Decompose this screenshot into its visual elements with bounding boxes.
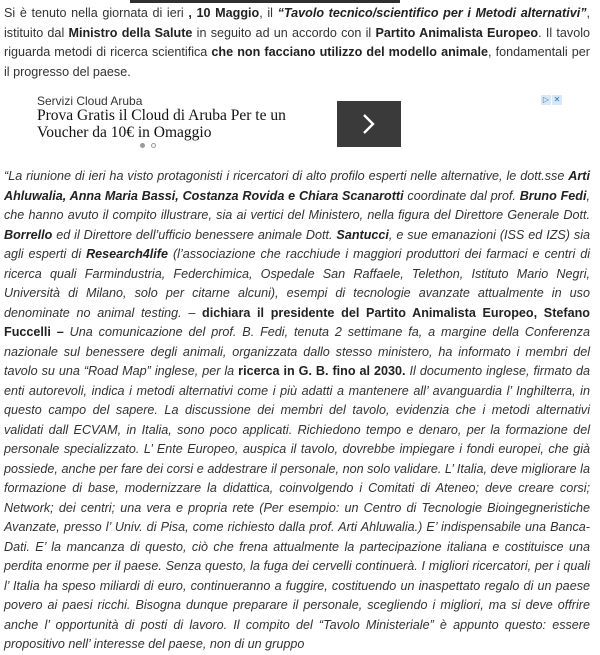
president-attribution: dichiara il presidente del Partito Animalista Europeo, Stefano Fuccelli – bbox=[4, 305, 590, 339]
ad-open-button[interactable] bbox=[337, 101, 401, 147]
intro-paragraph bbox=[4, 4, 590, 82]
intro-text: in seguito ad un accordo con il bbox=[192, 25, 376, 40]
intro-ministry: Ministro della Salute bbox=[68, 25, 193, 40]
ad-carousel-dots bbox=[140, 143, 156, 148]
quote-text: “La riunione di ieri ha visto protagonisti i ricercatori di alto profilo esperti nelle alternative, le dott.sse bbox=[4, 169, 569, 183]
quote-text: Il documento inglese, firmato da enti autorevoli, indica i metodi alternativi come i più adatti a mantenere all’ avanguardia l’ Inghilterra, in questo campo del sapere. La discussione dei membri del tavolo, evidenzia che i metodi alternativi validati dall ECVAM, in Italia, sono poco applicati. Richiedono tempo e denaro, per la formazione del personale specializzato. L’ Ente Europeo, auspica il tavolo, dovrebbe impiegare i fondi europei, che già possiede, anche per fare dei corsi e addestrare il personale, non solo validare. L’ Italia, deve migliorare la formazione di base, modernizzare la didattica, coinvolgendo i Comitati di Ateneo; deve creare corsi; Network; dei centri; una vera e propria rete (Per esempio: un Centro di Tecnologie Bioingegneristiche Avanzate, presso l’ Univ. di Pisa, come richiesto dalla prof. Arti Ahluwalia.) E’ indispensabile una Banca-Dati. E’ la mancanza di questo, ciò che frena attualmente la partecipazione italiana e costituisce una perdita enorme per il paese. Senza questo, la fuga dei cervelli continuerà. I migliori ricercatori, per i quali l’ Italia ha speso miliardi di euro, continueranno a fuggire, costituendo un inaspettato regalo di un paese povero ai paesi ricchi. Bisogna dunque preparare il personale, scegliendo i migliori, ma si deve offrire anche l’ opportunità di posti di lavoro. Il compito del “Tavolo Ministeriale” è appunto questo: essere propositivo nell’ interesse del paese, non di un gruppo bbox=[4, 364, 590, 651]
quote-text: Una comunicazione del prof. B. Fedi, tenuta 2 settimane fa, a margine della Conferenza nazionale sul benessere degli animali, organizzata dallo stesso ministero, ha informato i membri del tavolo su una “Road Map” inglese, per la bbox=[4, 325, 590, 378]
intro-party: Partito Animalista Europeo bbox=[375, 25, 539, 40]
ad-choices-icon[interactable]: ▷ bbox=[542, 95, 550, 104]
quote-text: , e sue emanazioni (ISS ed IZS) sia agli esperti di bbox=[4, 227, 591, 261]
quote-text: (l’associazione che racchiude i maggiori produttori dei farmaci e centri di ricerca quali Farmindustria, Federchimica, Ospedale San Raffaele, Telethon, Istituto Mario Negri, Università di Milano, solo per citarne alcuni), esempi di tecnologie avanzate attualmente in uso denominate no animal testing. – bbox=[4, 247, 590, 320]
chevron-right-icon bbox=[362, 113, 376, 135]
close-icon[interactable]: ✕ bbox=[553, 95, 561, 104]
association-name: Research4life bbox=[86, 247, 168, 261]
intro-emphasis: che non facciano utilizzo del modello animale bbox=[211, 45, 488, 59]
intro-text: , il bbox=[259, 6, 278, 20]
intro-text: , fondamentali per il progresso del paese. bbox=[4, 45, 590, 79]
ad-headline[interactable]: Prova Gratis il Cloud di Aruba Per te un Voucher da 10€ in Omaggio bbox=[37, 107, 286, 141]
ad-badges bbox=[541, 95, 562, 105]
office-director-name: Santucci bbox=[336, 227, 389, 242]
intro-text: , istituito dal bbox=[4, 6, 591, 40]
top-divider bbox=[130, 0, 400, 3]
roadmap-emphasis: ricerca in G. B. fino al 2030. bbox=[238, 364, 406, 378]
intro-text: Si è tenuto nella giornata di ieri bbox=[4, 6, 189, 20]
ad-banner[interactable] bbox=[0, 92, 600, 150]
intro-table-name: “Tavolo tecnico/scientifico per i Metodi alternativi” bbox=[277, 6, 587, 20]
carousel-dot-2[interactable] bbox=[151, 143, 156, 148]
director-name: Borrello bbox=[4, 227, 53, 242]
quote-paragraph bbox=[4, 167, 590, 655]
ad-sponsor[interactable]: Servizi Cloud Aruba bbox=[37, 94, 143, 108]
researchers-names: Arti Ahluwalia, Anna Maria Bassi, Costanza Rovida e Chiara Scanarotti bbox=[4, 169, 590, 203]
carousel-dot-1[interactable] bbox=[140, 143, 145, 148]
quote-text: ed il Direttore dell’ufficio benessere animale Dott. bbox=[52, 227, 337, 242]
intro-text: . Il tavolo riguarda metodi di ricerca scientifica bbox=[4, 25, 591, 59]
quote-text: , che hanno avuto il compito illustrare, sia ai vertici del Ministero, nella figura del Direttore Generale Dott. bbox=[4, 188, 590, 222]
quote-text: coordinate dal prof. bbox=[403, 188, 520, 203]
coordinator-name: Bruno Fedi bbox=[519, 188, 587, 203]
intro-date: , 10 Maggio bbox=[188, 6, 260, 20]
